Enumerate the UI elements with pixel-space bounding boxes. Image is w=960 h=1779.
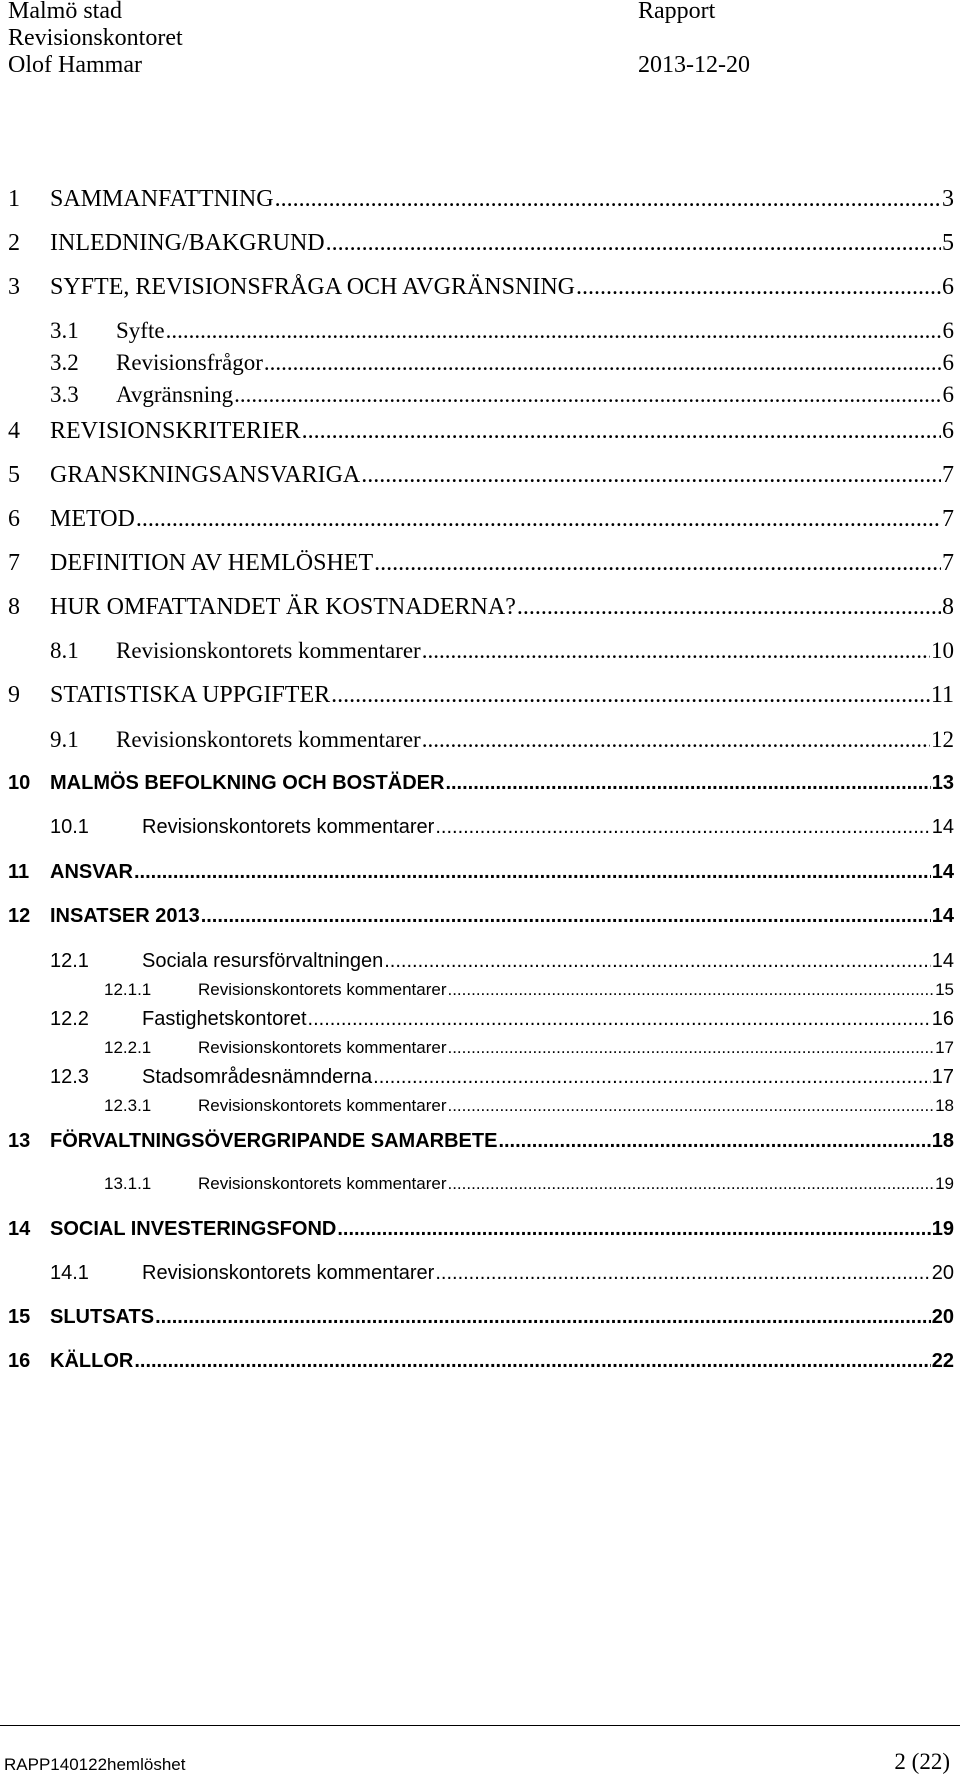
toc-leader xyxy=(447,1038,934,1058)
toc-page: 6 xyxy=(942,318,954,343)
toc-number: 3.3 xyxy=(50,382,79,407)
toc-number: 11 xyxy=(8,861,30,883)
toc-number: 12.1.1 xyxy=(104,980,152,999)
toc-page: 6 xyxy=(942,274,954,300)
toc-page: 5 xyxy=(942,230,954,256)
toc-page: 18 xyxy=(935,1096,954,1115)
toc-leader xyxy=(435,1262,930,1285)
toc-entry[interactable] xyxy=(8,727,954,757)
toc-title: Fastighetskontoret xyxy=(142,1008,307,1030)
toc-leader xyxy=(264,350,942,376)
toc-page: 8 xyxy=(942,594,954,620)
toc-entry[interactable] xyxy=(8,950,954,980)
toc-page: 19 xyxy=(935,1174,954,1193)
toc-page: 7 xyxy=(942,462,954,488)
toc-entry[interactable] xyxy=(8,1096,954,1126)
header-date: 2013-12-20 xyxy=(638,52,750,78)
toc-entry[interactable] xyxy=(8,506,954,536)
toc-page: 14 xyxy=(931,816,954,838)
footer-page-number: 2 (22) xyxy=(894,1749,950,1774)
toc-leader xyxy=(155,1306,931,1329)
toc-number: 12.2 xyxy=(50,1008,89,1030)
toc-title: METOD xyxy=(50,506,135,532)
toc-entry[interactable] xyxy=(8,905,954,935)
toc-page: 18 xyxy=(931,1130,954,1152)
toc-page: 6 xyxy=(942,350,954,375)
toc-page: 19 xyxy=(931,1218,954,1240)
toc-page: 10 xyxy=(931,638,954,663)
toc-entry[interactable] xyxy=(8,230,954,260)
toc-leader xyxy=(445,772,930,795)
toc-leader xyxy=(422,727,930,753)
toc-entry[interactable] xyxy=(8,550,954,580)
toc-title: Revisionskontorets kommentarer xyxy=(116,727,421,752)
toc-title: Revisionskontorets kommentarer xyxy=(198,980,447,999)
toc-number: 12.3 xyxy=(50,1066,89,1088)
toc-page: 7 xyxy=(942,550,954,576)
toc-leader xyxy=(373,1066,931,1089)
toc-page: 20 xyxy=(931,1306,954,1328)
toc-entry[interactable] xyxy=(8,682,954,712)
toc-title: STATISTISKA UPPGIFTER xyxy=(50,682,331,708)
toc-number: 14.1 xyxy=(50,1262,89,1284)
toc-entry[interactable] xyxy=(8,462,954,492)
toc-title: INSATSER 2013 xyxy=(50,905,200,927)
toc-leader xyxy=(337,1218,930,1241)
toc-number: 8 xyxy=(8,594,20,620)
toc-entry[interactable] xyxy=(8,1218,954,1248)
header-doc-type: Rapport xyxy=(638,0,716,24)
toc-entry[interactable] xyxy=(8,1174,954,1204)
toc-leader xyxy=(134,861,931,884)
toc-entry[interactable] xyxy=(8,418,954,448)
toc-title: Sociala resursförvaltningen xyxy=(142,950,384,972)
toc-number: 16 xyxy=(8,1350,31,1372)
toc-number: 8.1 xyxy=(50,638,79,663)
toc-number: 12.3.1 xyxy=(104,1096,152,1115)
toc-entry[interactable] xyxy=(8,1262,954,1292)
toc-number: 13 xyxy=(8,1130,31,1152)
toc-number: 6 xyxy=(8,506,20,532)
toc-leader xyxy=(447,980,934,1000)
toc-leader xyxy=(234,382,941,408)
toc-page: 22 xyxy=(931,1350,954,1372)
toc-leader xyxy=(275,186,941,213)
toc-title: Revisionskontorets kommentarer xyxy=(198,1038,447,1057)
toc-leader xyxy=(384,950,931,973)
toc-page: 20 xyxy=(931,1262,954,1284)
toc-leader xyxy=(136,506,941,533)
toc-title: SAMMANFATTNING xyxy=(50,186,274,212)
toc-page: 17 xyxy=(931,1066,954,1088)
toc-number: 1 xyxy=(8,186,20,212)
toc-title: Revisionsfrågor xyxy=(116,350,263,375)
toc-title: Revisionskontorets kommentarer xyxy=(142,816,435,838)
toc-page: 14 xyxy=(931,861,954,883)
toc-title: Syfte xyxy=(116,318,165,343)
toc-entry[interactable] xyxy=(8,1038,954,1068)
toc-entry[interactable] xyxy=(8,1306,954,1336)
footer-doc-id: RAPP140122hemlöshet xyxy=(4,1755,186,1774)
toc-entry[interactable] xyxy=(8,594,954,624)
toc-entry[interactable] xyxy=(8,861,954,891)
toc-title: KÄLLOR xyxy=(50,1350,134,1372)
toc-page: 6 xyxy=(942,418,954,444)
toc-number: 13.1.1 xyxy=(104,1174,152,1193)
toc-title: SLUTSATS xyxy=(50,1306,155,1328)
toc-title: ANSVAR xyxy=(50,861,133,883)
toc-number: 9.1 xyxy=(50,727,79,752)
toc-leader xyxy=(435,816,930,839)
toc-title: SYFTE, REVISIONSFRÅGA OCH AVGRÄNSNING xyxy=(50,274,575,300)
footer-rule xyxy=(0,1725,960,1726)
toc-page: 6 xyxy=(942,382,954,407)
toc-entry[interactable] xyxy=(8,772,954,802)
toc-title: INLEDNING/BAKGRUND xyxy=(50,230,325,256)
toc-page: 16 xyxy=(931,1008,954,1030)
toc-page: 7 xyxy=(942,506,954,532)
toc-number: 7 xyxy=(8,550,20,576)
header-org: Malmö stad xyxy=(8,0,122,24)
toc-leader xyxy=(134,1350,930,1373)
toc-number: 10 xyxy=(8,772,31,794)
toc-entry[interactable] xyxy=(8,186,954,216)
toc-page: 3 xyxy=(942,186,954,212)
toc-leader xyxy=(302,418,941,445)
toc-entry[interactable] xyxy=(8,638,954,668)
toc-number: 5 xyxy=(8,462,20,488)
toc-title: Avgränsning xyxy=(116,382,234,407)
toc-leader xyxy=(498,1130,930,1153)
toc-title: Stadsområdesnämnderna xyxy=(142,1066,373,1088)
toc-leader xyxy=(422,638,930,664)
toc-number: 14 xyxy=(8,1218,31,1240)
toc-number: 10.1 xyxy=(50,816,89,838)
toc-title: DEFINITION AV HEMLÖSHET xyxy=(50,550,374,576)
toc-page: 14 xyxy=(931,905,954,927)
toc-title: HUR OMFATTANDET ÄR KOSTNADERNA? xyxy=(50,594,516,620)
toc-leader xyxy=(517,594,941,621)
toc-title: SOCIAL INVESTERINGSFOND xyxy=(50,1218,337,1240)
toc-number: 3 xyxy=(8,274,20,300)
toc-title: MALMÖS BEFOLKNING OCH BOSTÄDER xyxy=(50,772,445,794)
toc-title: Revisionskontorets kommentarer xyxy=(142,1262,435,1284)
toc-number: 9 xyxy=(8,682,20,708)
toc-page: 12 xyxy=(931,727,954,752)
toc-leader xyxy=(361,462,941,489)
header-department: Revisionskontoret xyxy=(8,25,183,51)
toc-page: 13 xyxy=(931,772,954,794)
toc-entry[interactable] xyxy=(8,816,954,846)
toc-number: 12.2.1 xyxy=(104,1038,152,1057)
toc-page: 15 xyxy=(935,980,954,999)
toc-leader xyxy=(374,550,941,577)
toc-entry[interactable] xyxy=(8,1008,954,1038)
toc-leader xyxy=(447,1096,934,1116)
toc-number: 2 xyxy=(8,230,20,256)
toc-leader xyxy=(308,1008,931,1031)
toc-title: GRANSKNINGSANSVARIGA xyxy=(50,462,361,488)
toc-title: REVISIONSKRITERIER xyxy=(50,418,301,444)
toc-page: 11 xyxy=(930,682,954,708)
toc-entry[interactable] xyxy=(8,1130,954,1160)
toc-title: Revisionskontorets kommentarer xyxy=(198,1096,447,1115)
toc-entry[interactable] xyxy=(8,382,954,412)
toc-entry[interactable] xyxy=(8,1350,954,1380)
toc-number: 3.2 xyxy=(50,350,79,375)
toc-entry[interactable] xyxy=(8,274,954,304)
toc-leader xyxy=(166,318,942,344)
toc-entry[interactable] xyxy=(8,980,954,1010)
toc-number: 4 xyxy=(8,418,20,444)
toc-page: 14 xyxy=(931,950,954,972)
toc-entry[interactable] xyxy=(8,1066,954,1096)
toc-title: FÖRVALTNINGSÖVERGRIPANDE SAMARBETE xyxy=(50,1130,498,1152)
toc-title: Revisionskontorets kommentarer xyxy=(116,638,421,663)
toc-entry[interactable] xyxy=(8,318,954,348)
toc-number: 15 xyxy=(8,1306,31,1328)
toc-number: 3.1 xyxy=(50,318,79,343)
header-author: Olof Hammar xyxy=(8,52,142,78)
toc-number: 12 xyxy=(8,905,31,927)
toc-leader xyxy=(576,274,941,301)
toc-leader xyxy=(201,905,931,928)
toc-leader xyxy=(331,682,930,709)
toc-leader xyxy=(326,230,941,257)
toc-leader xyxy=(447,1174,934,1194)
toc-title: Revisionskontorets kommentarer xyxy=(198,1174,447,1193)
toc-number: 12.1 xyxy=(50,950,89,972)
toc-entry[interactable] xyxy=(8,350,954,380)
toc-page: 17 xyxy=(935,1038,954,1057)
